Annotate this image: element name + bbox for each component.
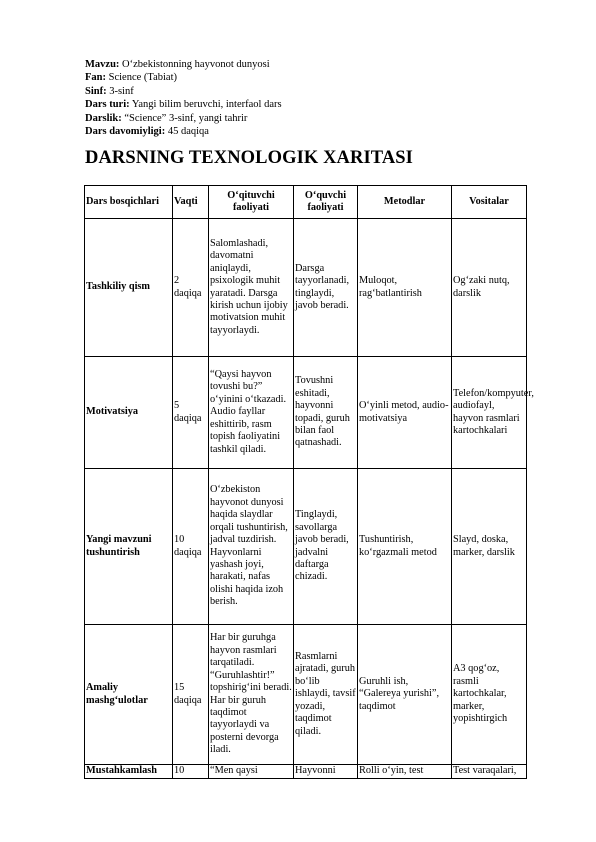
- header-methods: Metodlar: [358, 186, 452, 219]
- table-row: [85, 625, 527, 765]
- header-tools: Vositalar: [452, 186, 527, 219]
- table-row: [85, 765, 527, 779]
- info-duration: Dars davomiyligi: 45 daqiqa: [85, 126, 209, 138]
- teacher-activity-cell: Har bir guruhga hayvon rasmlari tarqatiladi. “Guruhlashtir!” topshirig‘ini beradi. Har bir guruh taqdimot tayyorlaydi va posterni devorga iladi.: [209, 625, 294, 765]
- methods-cell: O‘yinli metod, audio-motivatsiya: [358, 357, 452, 469]
- info-topic: Mavzu: O‘zbekistonning hayvonot dunyosi: [85, 59, 270, 70]
- info-subject: Fan: Science (Tabiat): [85, 72, 177, 84]
- methods-cell: Tushuntirish, ko‘rgazmali metod: [358, 469, 452, 625]
- tools-cell: Telefon/kompyuter, audiofayl, hayvon rasmlari kartochkalari: [452, 357, 527, 469]
- stage-cell: Mustahkamlash: [85, 765, 173, 779]
- time-cell: 10: [173, 765, 209, 779]
- info-grade: Sinf: 3-sinf: [85, 85, 134, 97]
- table-row: [85, 469, 527, 625]
- student-activity-cell: Hayvonni: [294, 765, 358, 779]
- stage-cell: Tashkiliy qism: [85, 219, 173, 357]
- header-time: Vaqti: [173, 186, 209, 219]
- header-teacher: O‘qituvchi faoliyati: [209, 186, 294, 219]
- student-activity-cell: Tinglaydi, savollarga javob beradi, jadvalni daftarga chizadi.: [294, 469, 358, 625]
- time-cell: 5 daqiqa: [173, 357, 209, 469]
- teacher-activity-cell: Salomlashadi, davomatni aniqlaydi, psixologik muhit yaratadi. Darsga kirish uchun ijobiy motivatsion muhit tayyorlaydi.: [209, 219, 294, 357]
- student-activity-cell: Tovushni eshitadi, hayvonni topadi, guruh bilan faol qatnashadi.: [294, 357, 358, 469]
- teacher-activity-cell: “Men qaysi: [209, 765, 294, 779]
- header-student: O‘quvchi faoliyati: [294, 186, 358, 219]
- stage-cell: Amaliy mashg‘ulotlar: [85, 625, 173, 765]
- methods-cell: Rolli o‘yin, test: [358, 765, 452, 779]
- stage-cell: Yangi mavzuni tushuntirish: [85, 469, 173, 625]
- time-cell: 10 daqiqa: [173, 469, 209, 625]
- tools-cell: Slayd, doska, marker, darslik: [452, 469, 527, 625]
- document-title: DARSNING TEXNOLOGIK XARITASI: [85, 148, 413, 168]
- tools-cell: A3 qog‘oz, rasmli kartochkalar, marker, yopishtirgich: [452, 625, 527, 765]
- time-cell: 2 daqiqa: [173, 219, 209, 357]
- tools-cell: Test varaqalari,: [452, 765, 527, 779]
- tools-cell: Og‘zaki nutq, darslik: [452, 219, 527, 357]
- lesson-info: [85, 58, 282, 138]
- teacher-activity-cell: O‘zbekiston hayvonot dunyosi haqida slaydlar orqali tushuntirish, jadval tuzdirish. Hayvonlarni yashash joyi, harakati, nafas olishi haqida izoh berish.: [209, 469, 294, 625]
- student-activity-cell: Darsga tayyorlanadi, tinglaydi, javob beradi.: [294, 219, 358, 357]
- table-row: [85, 357, 527, 469]
- table-header-row: [85, 186, 527, 219]
- info-textbook: Darslik: “Science” 3-sinf, yangi tahrir: [85, 112, 248, 124]
- info-lesson-type: Dars turi: Yangi bilim beruvchi, interfaol dars: [85, 99, 282, 111]
- student-activity-cell: Rasmlarni ajratadi, guruh bo‘lib ishlaydi, tavsif yozadi, taqdimot qiladi.: [294, 625, 358, 765]
- lesson-plan-table: [84, 185, 534, 779]
- stage-cell: Motivatsiya: [85, 357, 173, 469]
- teacher-activity-cell: “Qaysi hayvon tovushi bu?” o‘yinini o‘tkazadi. Audio fayllar eshittirib, rasm topish faoliyatini tashkil qiladi.: [209, 357, 294, 469]
- methods-cell: Muloqot, rag‘batlantirish: [358, 219, 452, 357]
- table-row: [85, 219, 527, 357]
- time-cell: 15 daqiqa: [173, 625, 209, 765]
- methods-cell: Guruhli ish, “Galereya yurishi”, taqdimot: [358, 625, 452, 765]
- header-stage: Dars bosqichlari: [85, 186, 173, 219]
